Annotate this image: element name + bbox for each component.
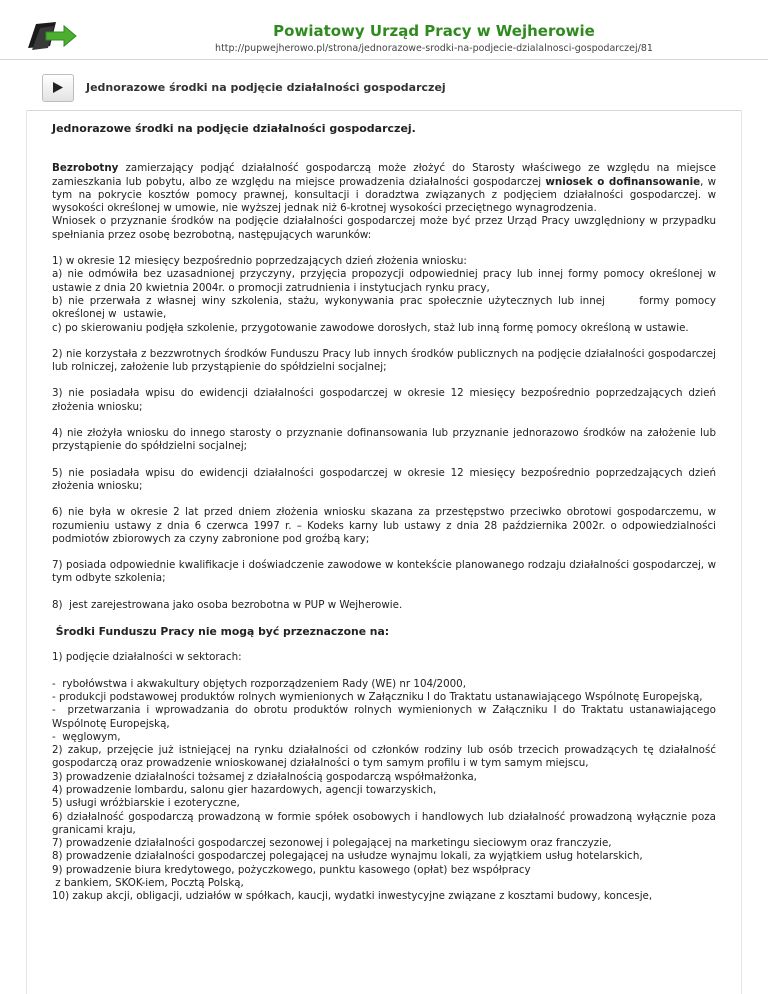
intro-text-1: zamierzający podjąć działalność gospodarczą może złożyć do Starosty właściwego ze względu na miejsce zamieszkania lub pobytu, albo ze względu na miejsce prowadzenia działalności gospodarczej [52,162,716,188]
exclusion-4: 4) prowadzenie lombardu, salonu gier hazardowych, agencji towarzyskich, [52,783,437,796]
arrow-right-icon [52,81,64,94]
header-divider [0,59,768,60]
site-title: Powiatowy Urząd Pracy w Wejherowie [273,22,595,40]
intro-bold-bezrobotny: Bezrobotny [52,162,119,175]
condition-1c: c) po skierowaniu podjęła szkolenie, przygotowanie zawodowe dorosłych, staż lub inną formę pomocy określoną w ustawie. [52,321,689,334]
arrow-button[interactable] [42,74,74,102]
exclusion-2: 2) zakup, przejęcie już istniejącej na rynku działalności od członków rodziny lub osób trzecich prowadzących tę działalność gospodarczą oraz prowadzenie wnioskowanej działalności o tym samym profilu i w tym samym miejscu, [52,744,716,770]
content-border-right [741,110,742,994]
section-bar [26,66,742,111]
exclusion-3: 3) prowadzenie działalności tożsamej z działalnością gospodarczą współmałżonka, [52,770,477,783]
article-heading: Jednorazowe środki na podjęcie działalności gospodarczej. [52,122,416,135]
exclusion-1c: - przetwarzania i wprowadzania do obrotu produktów rolnych wymienionych w Załączniku I do Traktatu ustanawiającego Wspólnotę Europejską, [52,704,720,730]
logo-arrow-icon[interactable] [26,18,78,54]
condition-1: 1) w okresie 12 miesięcy bezpośrednio poprzedzających dzień złożenia wniosku: [52,255,467,268]
exclusion-9: 9) prowadzenie biura kredytowego, pożyczkowego, punktu kasowego (opłat) bez współpracy [52,863,531,876]
exclusion-10: 10) zakup akcji, obligacji, udziałów w spółkach, kaucji, wydatki inwestycyjne związane z kosztami budowy, koncesje, [52,890,653,903]
intro-bold-wniosek: wniosek o dofinansowanie [545,175,701,188]
condition-8: 8) jest zarejestrowana jako osoba bezrobotna w PUP w Wejherowie. [52,598,403,611]
section-title: Jednorazowe środki na podjęcie działalności gospodarczej [86,81,446,94]
condition-6: 6) nie była w okresie 2 lat przed dniem złożenia wniosku skazana za przestępstwo przeciwko obrotowi gospodarczemu, w rozumieniu ustawy z dnia 6 czerwca 1997 r. – Kodeks karny lub ustawy z dnia 28 października 2002r. o odpowiedzialności podmiotów zbiorowych za czyny zabronione pod groźbą kary; [52,506,716,545]
condition-2: 2) nie korzystała z bezzwrotnych środków Funduszu Pracy lub innych środków publicznych na podjęcie działalności gospodarczej lub rolniczej, założenie lub przystąpienie do spółdzielni socjalnej; [52,347,716,374]
exclusion-6: 6) działalność gospodarczą prowadzoną w formie spółek osobowych i handlowych lub działalność prowadzoną wyłącznie poza granicami kraju, [52,810,716,836]
intro-conditions: Wniosek o przyznanie środków na podjęcie działalności gospodarczej może być przez Urząd Pracy uwzględniony w przypadku spełniania przez osobę bezrobotną, następujących warunków: [52,215,716,241]
exclusion-5: 5) usługi wróżbiarskie i ezoteryczne, [52,797,240,810]
exclusion-1d: - węglowym, [52,730,121,743]
exclusions-heading: Środki Funduszu Pracy nie mogą być przeznaczone na: [52,625,390,639]
exclusion-1a: - rybołówstwa i akwakultury objętych rozporządzeniem Rady (WE) nr 104/2000, [52,677,467,690]
exclusion-8: 8) prowadzenie działalności gospodarczej polegającej na usłudze wynajmu lokali, za wyjątkiem usług hotelarskich, [52,850,643,863]
site-header [0,0,768,60]
exclusion-7: 7) prowadzenie działalności gospodarczej sezonowej i polegającej na marketingu sieciowym oraz franczyzie, [52,837,612,850]
intro-text-2: , w tym na pokrycie kosztów pomocy prawnej, konsultacji i doradztwa związanych z podjęciem działalności gospodarczej. w wysokości określonej w umowie, nie wyższej jednak niż 6-krotnej wysokości przeciętnego wynagrodzenia. [52,175,717,215]
condition-1a: a) nie odmówiła bez uzasadnionej przyczyny, przyjęcia propozycji odpowiedniej pracy lub innej formy pomocy określonej w ustawie z dnia 20 kwietnia 2004r. o promocji zatrudnienia i instytucjach rynku pracy, [52,268,716,294]
condition-4: 4) nie złożyła wniosku do innego starosty o przyznanie dofinansowania lub przyznanie jednorazowo środków na założenie lub przystąpienie do spółdzielni socjalnej; [52,427,716,453]
article-body [52,108,720,904]
exclusion-1: 1) podjęcie działalności w sektorach: [52,651,242,664]
page-url[interactable]: http://pupwejherowo.pl/strona/jednorazowe-srodki-na-podjecie-dzialalnosci-gospodarczej/81 [215,43,653,54]
condition-3: 3) nie posiadała wpisu do ewidencji działalności gospodarczej w okresie 12 miesięcy bezpośrednio poprzedzających dzień złożenia wniosku; [52,387,716,413]
exclusion-9-cont: z bankiem, SKOK-iem, Pocztą Polską, [52,877,244,890]
intro-paragraph [52,162,716,215]
condition-5: 5) nie posiadała wpisu do ewidencji działalności gospodarczej w okresie 12 miesięcy bezpośrednio poprzedzających dzień złożenia wniosku; [52,466,716,492]
content-border-left [26,110,27,994]
exclusion-1b: - produkcji podstawowej produktów rolnych wymienionych w Załączniku I do Traktatu ustanawiającego Wspólnotę Europejską, [52,690,703,703]
condition-1b: b) nie przerwała z własnej winy szkolenia, stażu, wykonywania prac społecznie użytecznych lub innej formy pomocy określonej w ustawie, [52,294,720,321]
condition-7: 7) posiada odpowiednie kwalifikacje i doświadczenie zawodowe w kontekście planowanego rodzaju działalności gospodarczej, w tym odbyte szkolenia; [52,559,716,585]
